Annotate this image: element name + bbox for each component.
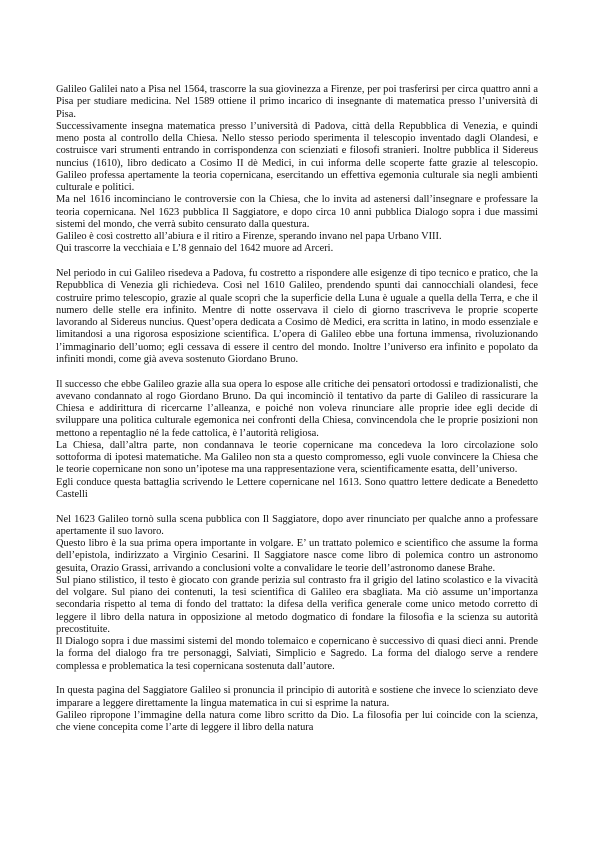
paragraph: Galileo Galilei nato a Pisa nel 1564, trascorre la sua giovinezza a Firenze, per poi trasferirsi per circa quattro anni a Pisa per studiare medicina. Nel 1589 ottiene il primo incarico di insegnante di matematica presso l’università di Pisa. xyxy=(56,84,538,120)
paragraph: Questo libro è la sua prima opera importante in volgare. E’ un trattato polemico e scientifico che assume la forma dell’epistola, indirizzato a Virginio Cesarini. Il Saggiatore nasce come libro di polemica contro un astronomo gesuita, Orazio Grassi, arrivando a conclusioni volte a convalidare le teorie dell’astronomo danese Brahe. xyxy=(56,538,538,574)
paragraph: Galileo è così costretto all’abiura e il ritiro a Firenze, sperando invano nel papa Urbano VIII. xyxy=(56,231,442,242)
paragraph: La Chiesa, dall’altra parte, non condannava le teorie copernicane ma concedeva la loro circolazione solo sottoforma di ipotesi matematiche. Ma Galileo non sta a questo compromesso, egli vuole convincere la Chiesa che le teorie copernicane non sono un’ipotese ma una rappresentazione vera, scientificamente esatta, dell’universo. xyxy=(56,439,538,476)
section-sidereus-nuncius xyxy=(56,268,538,366)
section-libro-della-natura xyxy=(56,685,538,734)
paragraph: Nel periodo in cui Galileo risedeva a Padova, fu costretto a rispondere alle esigenze di tipo tecnico e pratico, che la Repubblica di Venezia gli richiedeva. Così nel 1610 Galileo, prendendo spunti dai cannocchiali olandesi, fece costruire primo telescopio, grazie al quale scoprì che la superficie della Luna è uguale a quella della Terra, e che il numero delle stelle era infinito. Mentre di notte osservava il cielo di giorno trascriveva le proprie scoperte lavorando al Sidereus nuncius. Quest’opera dedicata a Cosimo dè Medici, era scritta in latino, in modo essenziale e limitandosi a una rigorosa esposizione scientifica. L’opera di Galileo ebbe una fortuna immensa, rivoluzionando l’immaginario dell’uomo; egli cessava di essere il centro del mondo. Inoltre l’universo era infinito e popolato da infiniti mondi, come già aveva sostenuto Giordano Bruno. xyxy=(56,268,538,365)
section-chiesa xyxy=(56,379,538,502)
paragraph: Nel 1623 Galileo tornò sulla scena pubblica con Il Saggiatore, dopo aver rinunciato per qualche anno a professare apertamente il suo lavoro. xyxy=(56,513,538,537)
paragraph: Il successo che ebbe Galileo grazie alla sua opera lo espose alle critiche dei pensatori ortodossi e tradizionalisti, che avevano condannato al rogo Giordano Bruno. Da qui incominciò il tentativo da parte di Galileo di rassicurare la Chiesa e addirittura di ricercarne l’alleanza, e poiché non voleva rinunciare alle proprie idee egli decide di sviluppare una politica culturale egemonica nei confronti della Chiesa, convincendola che le proprie posizioni non mettono a repentaglio né la fede cattolica, è l’autorità religiosa. xyxy=(56,378,538,439)
section-spacer xyxy=(56,256,538,269)
paragraph: Successivamente insegna matematica presso l’università di Padova, città della Repubblica di Venezia, e quindi meno posta al controllo della Chiesa. Nello stesso periodo sperimenta il telescopio inventado dagli Olandesi, e costruisce vari strumenti entrando in corrispondenza con scienziati e filosofi stranieri. Inoltre pubblica il Sidereus nuncius (1610), libro dedicato a Cosimo II dè Medici, in cui informa delle scoperte fatte grazie al telescopio. Galileo professa apertamente la teoria copernicana, esercitando un effettiva egemonia culturale sia negli ambienti culturale e politici. xyxy=(56,120,538,193)
paragraph: Egli conduce questa battaglia scrivendo le Lettere copernicane nel 1613. Sono quattro lettere dedicate a Benedetto Castelli xyxy=(56,476,538,500)
paragraph: Ma nel 1616 incominciano le controversie con la Chiesa, che lo invita ad astenersi dall’insegnare e professare la teoria copernicana. Nel 1623 pubblica Il Saggiatore, e dopo circa 10 anni pubblica Dialogo sopra i due massimi sistemi del mondo, che verrà subito censurato dalla questura. xyxy=(56,194,538,230)
section-spacer xyxy=(56,673,538,686)
paragraph: In questa pagina del Saggiatore Galileo si pronuncia il principio di autorità e sostiene che invece lo scienziato deve imparare a leggere direttamente la lingua matematica in cui si esprime la natura. xyxy=(56,685,538,709)
paragraph: Il Dialogo sopra i due massimi sistemi del mondo tolemaico e copernicano è successivo di quasi dieci anni. Prende la forma del dialogo fra tre personaggi, Salviati, Simplicio e Sagredo. La forma del dialogo serve a rendere complessa e problematica la tesi copernicana sostenuta dall’autore. xyxy=(56,636,538,672)
section-spacer xyxy=(56,501,538,514)
paragraph: Qui trascorre la vecchiaia e L’8 gennaio del 1642 muore ad Arceri. xyxy=(56,243,334,255)
paragraph: Sul piano stilistico, il testo è giocato con grande perizia sul contrasto fra il grigio del latino scolastico e la vivacità del volgare. Sul piano dei contenuti, la tesi scientifica di Galileo era sbagliata. Ma ciò assume un’importanza secondaria rispetto al tema di fondo del trattato: la difesa della verifica generale come unico metodo corretto di leggere il libro della natura in opposizione al metodo dogmatico di fondare la filosofia e la scienza su autorità precostituite. xyxy=(56,574,538,635)
section-saggiatore xyxy=(56,514,538,673)
paragraph: Galileo ripropone l’immagine della natura come libro scritto da Dio. La filosofia per lui coincide con la scienza, che viene concepita come l’arte di leggere il libro della natura xyxy=(56,709,538,733)
section-biografia xyxy=(56,84,538,256)
section-spacer xyxy=(56,366,538,379)
document-page xyxy=(56,84,538,734)
